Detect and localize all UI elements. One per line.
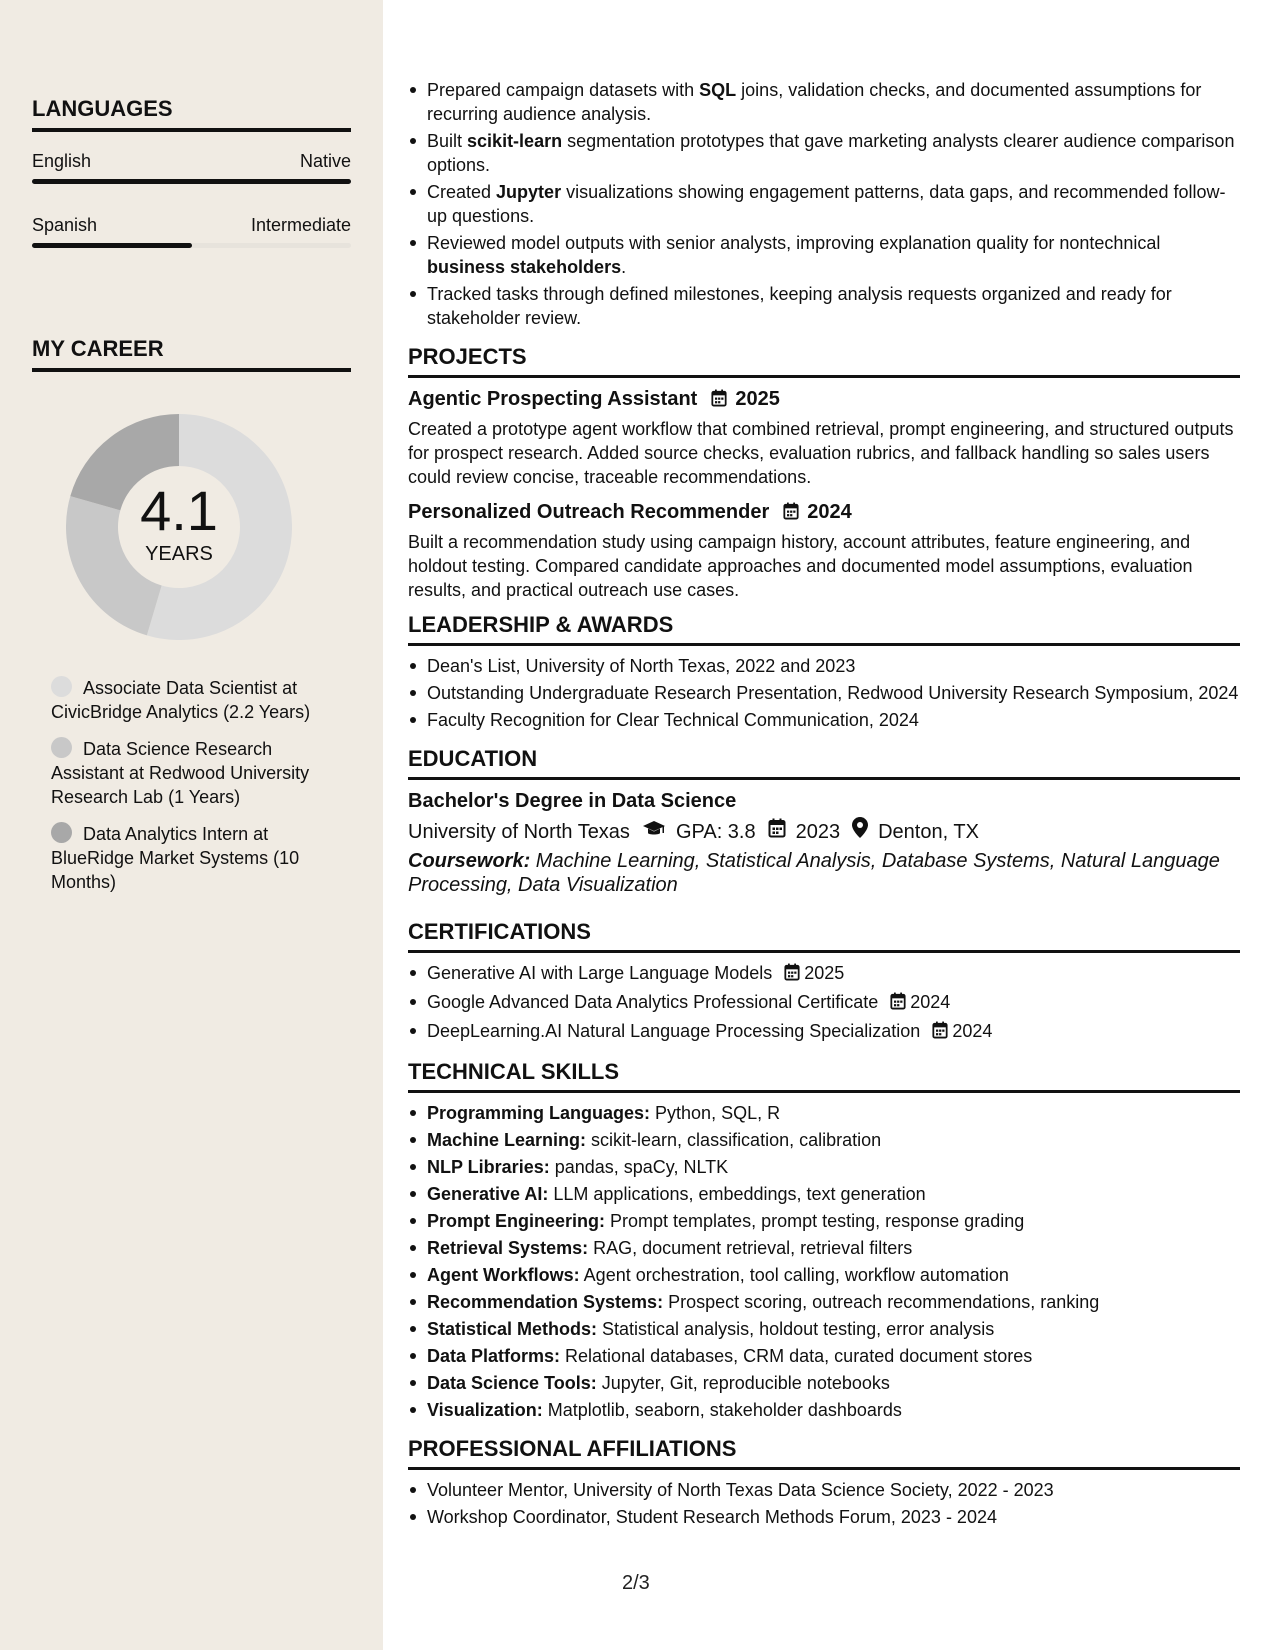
language-name: Spanish <box>32 215 98 235</box>
language-proficiency-fill <box>32 179 351 184</box>
skill-value: Relational databases, CRM data, curated document stores <box>560 1346 1033 1366</box>
page-number: 2/3 <box>622 1572 650 1594</box>
affiliations-heading: PROFESSIONAL AFFILIATIONS <box>408 1436 1240 1470</box>
graduation-year: 2023 <box>795 820 841 843</box>
language-name: English <box>32 151 92 171</box>
career-text: Data Analytics Intern at BlueRidge Market Systems (10 Months) <box>51 824 300 892</box>
skill-item <box>408 1182 1240 1206</box>
certification-year: 2024 <box>910 992 951 1012</box>
skill-label: Visualization: <box>427 1400 543 1420</box>
skill-item <box>408 1398 1240 1422</box>
skill-value: Agent orchestration, tool calling, workflow automation <box>579 1265 1009 1285</box>
skill-label: Data Science Tools: <box>427 1373 597 1393</box>
skill-item <box>408 1290 1240 1314</box>
career-text: Data Science Research Assistant at Redwood University Research Lab (1 Years) <box>51 739 310 807</box>
bullet-text: Created <box>427 182 497 202</box>
skill-label: Recommendation Systems: <box>427 1292 664 1312</box>
certification-name: Generative AI with Large Language Models <box>427 963 773 983</box>
language-level: Intermediate <box>250 215 351 235</box>
bullet-text: Built <box>427 131 468 151</box>
skill-value: LLM applications, embeddings, text generation <box>548 1184 926 1204</box>
bullet-text: Reviewed model outputs with senior analysts, improving explanation quality for nontechnical <box>427 233 1161 253</box>
award-item: Faculty Recognition for Clear Technical Communication, 2024 <box>408 708 1240 732</box>
skill-value: Prompt templates, prompt testing, response grading <box>605 1211 1025 1231</box>
bullet-text: joins, validation checks, and documented assumptions for recurring audience analysis. <box>427 80 1202 124</box>
skill-value: Statistical analysis, holdout testing, error analysis <box>597 1319 995 1339</box>
career-years-label: YEARS <box>145 543 213 565</box>
project-description: Built a recommendation study using campaign history, account attributes, feature engineering, and holdout testing. Compared candidate approaches and documented model assumptions, evaluation results, and practical outreach use cases. <box>408 532 1193 600</box>
skill-value: pandas, spaCy, NLTK <box>549 1157 729 1177</box>
career-item <box>51 822 341 894</box>
skill-item <box>408 1263 1240 1287</box>
bullet-text: Tracked tasks through defined milestones, keeping analysis requests organized and ready for stakeholder review. <box>427 284 1172 328</box>
skill-item <box>408 1317 1240 1341</box>
career-dot-icon <box>51 822 72 843</box>
skill-item <box>408 1209 1240 1233</box>
experience-bullet <box>408 180 1240 228</box>
skill-label: NLP Libraries: <box>427 1157 550 1177</box>
skill-value: Prospect scoring, outreach recommendations, ranking <box>663 1292 1100 1312</box>
skill-label: Retrieval Systems: <box>427 1238 589 1258</box>
affiliation-item: Workshop Coordinator, Student Research Methods Forum, 2023 - 2024 <box>408 1505 1240 1529</box>
languages-section <box>32 96 351 248</box>
calendar-icon <box>711 388 727 414</box>
skill-label: Prompt Engineering: <box>427 1211 606 1231</box>
certification-year: 2024 <box>952 1021 993 1041</box>
career-heading: MY CAREER <box>32 336 351 372</box>
skill-value: Matplotlib, seaborn, stakeholder dashboards <box>542 1400 902 1420</box>
coursework-label: Coursework: <box>408 850 531 872</box>
career-section <box>32 336 351 372</box>
bullet-text: Prepared campaign datasets with <box>427 80 700 100</box>
calendar-icon <box>783 501 799 527</box>
school-name: University of North Texas <box>408 820 630 843</box>
skill-item <box>408 1344 1240 1368</box>
project-description: Created a prototype agent workflow that combined retrieval, prompt engineering, and structured outputs for prospect research. Added source checks, evaluation rubrics, and fallback handling so sales users could review concise, traceable recommendations. <box>408 419 1234 487</box>
experience-bullet <box>408 129 1240 177</box>
gpa-text: GPA: 3.8 <box>675 820 756 843</box>
experience-bullets <box>408 78 1240 330</box>
career-legend <box>51 676 341 907</box>
languages-heading: LANGUAGES <box>32 96 351 132</box>
education-heading: EDUCATION <box>408 746 1240 780</box>
bullet-text: visualizations showing engagement patterns, data gaps, and recommended follow-up questions. <box>427 182 1226 226</box>
award-item: Dean's List, University of North Texas, 2022 and 2023 <box>408 654 1240 678</box>
skill-value: Python, SQL, R <box>650 1103 781 1123</box>
career-item <box>51 676 341 724</box>
award-item: Outstanding Undergraduate Research Presentation, Redwood University Research Symposium, 2024 <box>408 681 1240 705</box>
career-donut-chart <box>66 414 292 640</box>
certification-name: Google Advanced Data Analytics Professional Certificate <box>427 992 879 1012</box>
skill-item <box>408 1236 1240 1260</box>
experience-bullet <box>408 231 1240 279</box>
graduation-cap-icon <box>642 818 666 846</box>
career-dot-icon <box>51 737 72 758</box>
skill-label: Programming Languages: <box>427 1103 651 1123</box>
calendar-icon <box>768 818 786 846</box>
keyword: Jupyter <box>496 182 562 202</box>
calendar-icon <box>890 992 906 1016</box>
career-item <box>51 737 341 809</box>
calendar-icon <box>932 1021 948 1045</box>
language-proficiency-bar <box>32 179 351 184</box>
language-level: Native <box>299 151 351 171</box>
language-row <box>32 150 351 172</box>
affiliations-list <box>408 1478 1240 1529</box>
project-title: Agentic Prospecting Assistant <box>408 388 698 410</box>
certification-item <box>408 990 1240 1016</box>
skill-value: Jupyter, Git, reproducible notebooks <box>596 1373 890 1393</box>
project-year: 2024 <box>807 501 852 523</box>
experience-bullet <box>408 282 1240 330</box>
career-text: Associate Data Scientist at CivicBridge Analytics (2.2 Years) <box>51 678 311 722</box>
degree-title: Bachelor's Degree in Data Science <box>408 790 737 812</box>
career-years-value: 4.1 <box>140 479 218 542</box>
affiliation-item: Volunteer Mentor, University of North Texas Data Science Society, 2022 - 2023 <box>408 1478 1240 1502</box>
education-meta <box>408 817 1240 846</box>
skill-item <box>408 1371 1240 1395</box>
location-pin-icon <box>852 817 868 846</box>
coursework <box>408 849 1240 897</box>
skill-value: scikit-learn, classification, calibration <box>586 1130 882 1150</box>
certification-year: 2025 <box>804 963 845 983</box>
certifications-list <box>408 961 1240 1045</box>
projects-heading: PROJECTS <box>408 344 1240 378</box>
bullet-text: segmentation prototypes that gave marketing analysts clearer audience comparison options. <box>427 131 1235 175</box>
calendar-icon <box>784 963 800 987</box>
skill-item <box>408 1128 1240 1152</box>
project-title-row <box>408 386 1240 414</box>
donut-center <box>66 414 292 640</box>
sidebar <box>0 0 383 1650</box>
leadership-list <box>408 654 1240 732</box>
language-list <box>32 150 351 248</box>
skills-heading: TECHNICAL SKILLS <box>408 1059 1240 1093</box>
skill-label: Machine Learning: <box>427 1130 587 1150</box>
leadership-heading: LEADERSHIP & AWARDS <box>408 612 1240 646</box>
bullet-text: . <box>621 257 627 277</box>
skill-label: Statistical Methods: <box>427 1319 598 1339</box>
language-proficiency-fill <box>32 243 192 248</box>
certification-name: DeepLearning.AI Natural Language Processing Specialization <box>427 1021 921 1041</box>
main-content <box>408 78 1240 1532</box>
experience-bullet <box>408 78 1240 126</box>
skill-item <box>408 1101 1240 1125</box>
skill-label: Agent Workflows: <box>427 1265 580 1285</box>
skill-label: Generative AI: <box>427 1184 549 1204</box>
skill-label: Data Platforms: <box>427 1346 561 1366</box>
project-year: 2025 <box>735 388 780 410</box>
career-dot-icon <box>51 676 72 697</box>
skill-value: RAG, document retrieval, retrieval filters <box>588 1238 913 1258</box>
keyword: business stakeholders <box>427 257 622 277</box>
keyword: scikit-learn <box>467 131 563 151</box>
language-proficiency-bar <box>32 243 351 248</box>
language-row <box>32 214 351 236</box>
keyword: SQL <box>699 80 737 100</box>
skills-list <box>408 1101 1240 1422</box>
certification-item <box>408 961 1240 987</box>
project-title: Personalized Outreach Recommender <box>408 501 770 523</box>
project-title-row <box>408 499 1240 527</box>
certification-item <box>408 1019 1240 1045</box>
certifications-heading: CERTIFICATIONS <box>408 919 1240 953</box>
skill-item <box>408 1155 1240 1179</box>
coursework-list: Machine Learning, Statistical Analysis, Database Systems, Natural Language Processing, Data Visualization <box>408 850 1220 896</box>
projects-list <box>408 386 1240 602</box>
school-location: Denton, TX <box>878 820 979 843</box>
